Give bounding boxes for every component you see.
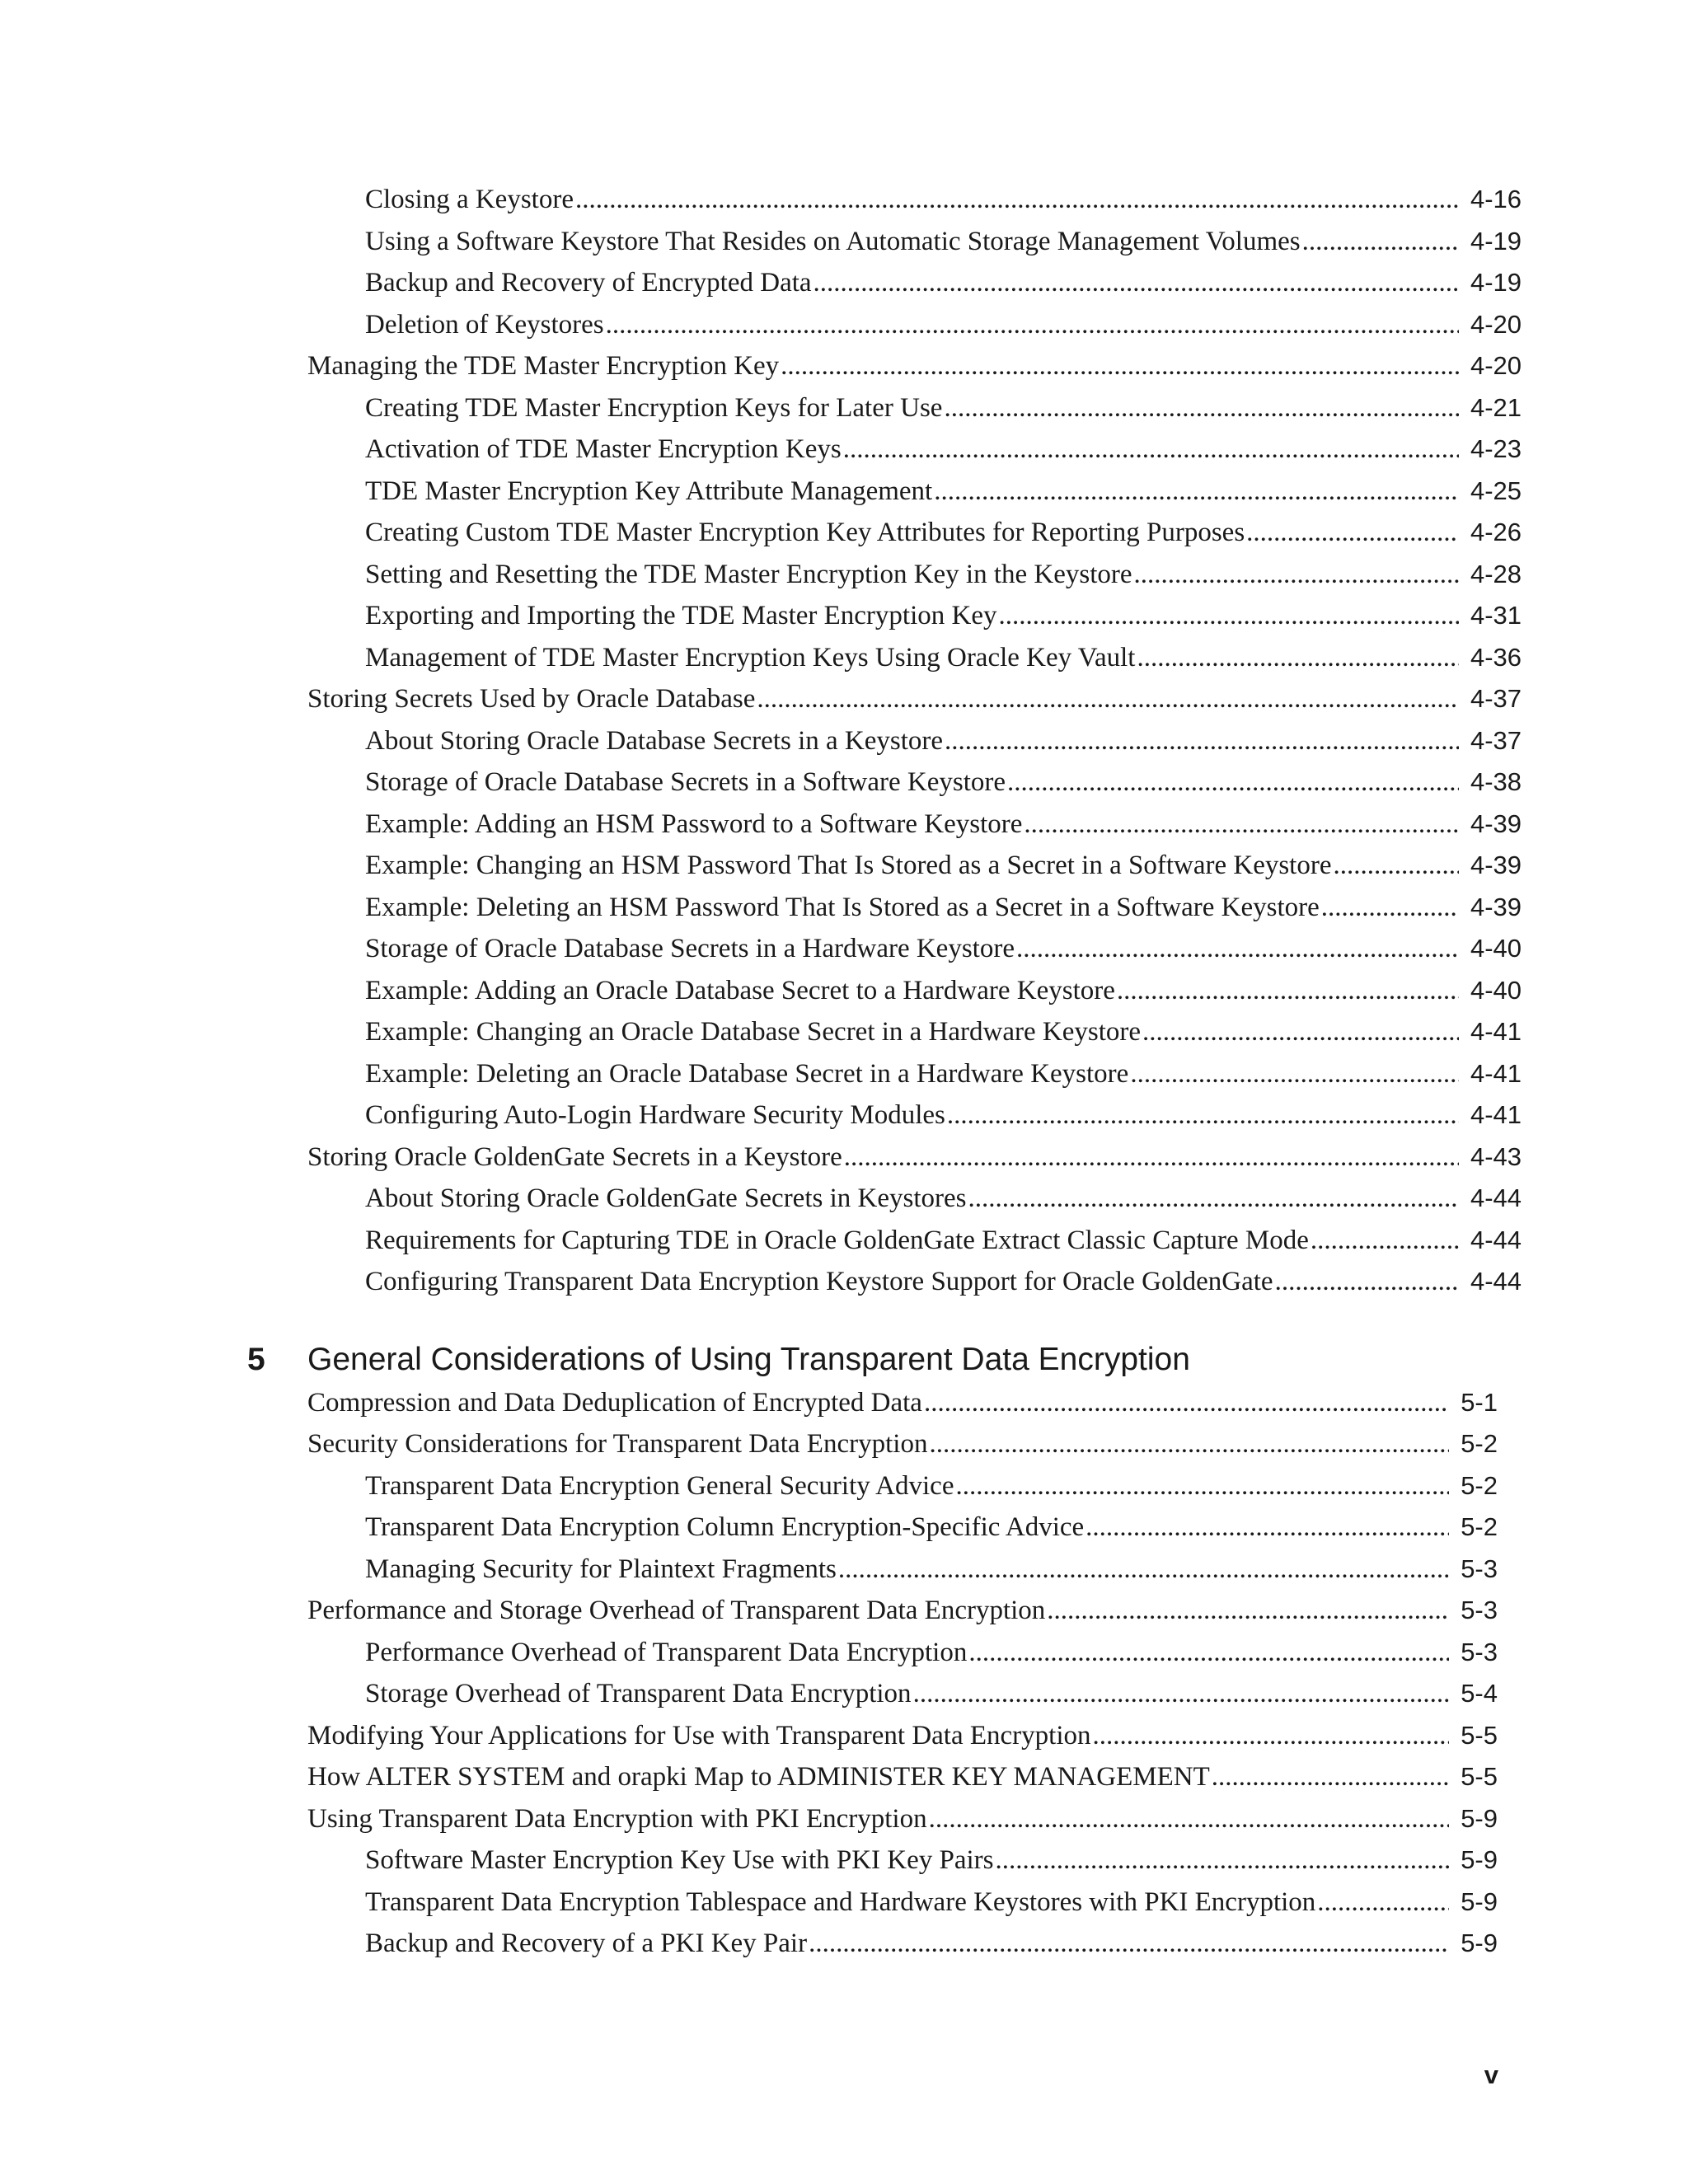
toc-leader-dots: [757, 678, 1459, 719]
toc-leader-dots: [944, 387, 1459, 429]
toc-entry-page: 4-39: [1470, 893, 1522, 921]
toc-entry[interactable]: [307, 1590, 1498, 1631]
toc-leader-dots: [998, 595, 1458, 636]
toc-entry-page: 5-3: [1461, 1596, 1498, 1624]
toc-entry[interactable]: [365, 928, 1522, 969]
toc-entry-page: 5-4: [1461, 1679, 1498, 1708]
toc-entry-title: Activation of TDE Master Encryption Keys: [365, 434, 842, 464]
toc-entry-page: 4-37: [1470, 726, 1522, 755]
toc-entry[interactable]: [365, 1178, 1522, 1219]
toc-entry-page: 4-19: [1470, 268, 1522, 297]
toc-leader-dots: [838, 1549, 1449, 1590]
toc-leader-dots: [606, 304, 1459, 345]
toc-leader-dots: [968, 1632, 1449, 1673]
toc-entry-page: 4-39: [1470, 809, 1522, 838]
toc-entry-page: 4-20: [1470, 351, 1522, 380]
toc-entry-title: Storing Oracle GoldenGate Secrets in a Keystore: [307, 1142, 842, 1172]
toc-entry[interactable]: [307, 678, 1522, 719]
toc-entry-title: Backup and Recovery of a PKI Key Pair: [365, 1929, 808, 1958]
toc-entry-page: 4-43: [1470, 1142, 1522, 1171]
chapter-title: General Considerations of Using Transparent Data Encryption: [307, 1342, 1190, 1377]
toc-entry-page: 4-23: [1470, 434, 1522, 463]
toc-entry[interactable]: [365, 1549, 1498, 1590]
toc-entry-title: Storage of Oracle Database Secrets in a Hardware Keystore: [365, 934, 1015, 963]
toc-entry[interactable]: [307, 345, 1522, 387]
toc-entry-page: 4-44: [1470, 1267, 1522, 1296]
toc-leader-dots: [1130, 1053, 1459, 1094]
toc-entry-page: 5-3: [1461, 1638, 1498, 1666]
toc-entry-page: 4-25: [1470, 476, 1522, 505]
toc-entry-title: TDE Master Encryption Key Attribute Management: [365, 476, 933, 506]
toc-entry[interactable]: [365, 1011, 1522, 1052]
toc-entry-title: Creating TDE Master Encryption Keys for Later Use: [365, 393, 943, 423]
toc-entry-page: 5-9: [1461, 1804, 1498, 1833]
toc-entry-title: Creating Custom TDE Master Encryption Key Attributes for Reporting Purposes: [365, 518, 1245, 547]
toc-entry-page: 4-44: [1470, 1183, 1522, 1212]
toc-entry[interactable]: [365, 887, 1522, 928]
toc-entry-page: 4-26: [1470, 518, 1522, 546]
toc-entry-title: Performance and Storage Overhead of Transparent Data Encryption: [307, 1596, 1046, 1625]
toc-entry-title: Modifying Your Applications for Use with Transparent Data Encryption: [307, 1721, 1091, 1750]
toc-leader-dots: [1085, 1507, 1449, 1548]
toc-entry[interactable]: [365, 720, 1522, 762]
toc-entry[interactable]: [365, 554, 1522, 595]
toc-leader-dots: [1137, 637, 1458, 678]
chapter-number: 5: [247, 1342, 265, 1377]
toc-leader-dots: [1117, 970, 1459, 1011]
toc-leader-dots: [929, 1423, 1449, 1465]
toc-entry-title: Example: Adding an HSM Password to a Software Keystore: [365, 809, 1023, 839]
toc-entry-title: Closing a Keystore: [365, 185, 574, 214]
toc-leader-dots: [996, 1840, 1450, 1881]
toc-entry-page: 4-21: [1470, 393, 1522, 422]
toc-entry[interactable]: [365, 762, 1522, 803]
toc-entry-page: 5-2: [1461, 1471, 1498, 1500]
toc-entry-title: Performance Overhead of Transparent Data Encryption: [365, 1638, 968, 1667]
toc-leader-dots: [781, 345, 1459, 387]
toc-entry[interactable]: [365, 429, 1522, 470]
toc-entry[interactable]: [365, 179, 1522, 220]
toc-leader-dots: [955, 1465, 1449, 1507]
toc-entry[interactable]: [365, 304, 1522, 345]
toc-entry[interactable]: [307, 1137, 1522, 1178]
toc-leader-dots: [844, 1137, 1459, 1178]
toc-entry-page: 4-41: [1470, 1100, 1522, 1129]
toc-leader-dots: [1093, 1715, 1450, 1756]
toc-entry[interactable]: [365, 1053, 1522, 1094]
toc-entry-page: 4-36: [1470, 643, 1522, 672]
toc-entry[interactable]: [365, 1673, 1498, 1714]
toc-leader-dots: [814, 262, 1459, 303]
toc-entry[interactable]: [307, 1423, 1498, 1465]
toc-entry-page: 4-40: [1470, 934, 1522, 963]
toc-entry[interactable]: [307, 1382, 1498, 1423]
toc-leader-dots: [1142, 1011, 1459, 1052]
toc-entry-page: 4-16: [1470, 185, 1522, 213]
toc-entry-title: Setting and Resetting the TDE Master Encryption Key in the Keystore: [365, 560, 1132, 589]
toc-entry[interactable]: [365, 471, 1522, 512]
toc-leader-dots: [1007, 762, 1459, 803]
toc-leader-dots: [1246, 512, 1459, 553]
toc-entry-title: Compression and Data Deduplication of Encrypted Data: [307, 1388, 922, 1418]
toc-leader-dots: [929, 1798, 1450, 1840]
page-number: v: [1484, 2060, 1498, 2089]
toc-entry-page: 5-2: [1461, 1429, 1498, 1458]
toc-entry-title: Software Master Encryption Key Use with PKI Key Pairs: [365, 1845, 994, 1875]
toc-leader-dots: [1311, 1220, 1459, 1261]
toc-entry-title: Deletion of Keystores: [365, 310, 604, 340]
toc-leader-dots: [913, 1673, 1450, 1714]
toc-entry-title: Configuring Transparent Data Encryption Keystore Support for Oracle GoldenGate: [365, 1267, 1273, 1296]
toc-entry-page: 4-39: [1470, 851, 1522, 879]
toc-entry[interactable]: [365, 1840, 1498, 1881]
toc-entry-page: 5-9: [1461, 1887, 1498, 1916]
toc-entry[interactable]: [365, 804, 1522, 845]
toc-entry[interactable]: [365, 262, 1522, 303]
toc-entry-title: Example: Deleting an HSM Password That Is Stored as a Secret in a Software Keystore: [365, 893, 1320, 922]
toc-entry-title: Using a Software Keystore That Resides on Automatic Storage Management Volumes: [365, 227, 1301, 256]
toc-entry[interactable]: [365, 1220, 1522, 1261]
toc-entry-title: Security Considerations for Transparent Data Encryption: [307, 1429, 928, 1459]
toc-entry[interactable]: [365, 221, 1522, 262]
toc-leader-dots: [1016, 928, 1459, 969]
toc-entry[interactable]: [365, 1465, 1498, 1507]
toc-entry[interactable]: [365, 1261, 1522, 1302]
toc-entry-page: 4-28: [1470, 560, 1522, 588]
toc-entry-title: Example: Changing an HSM Password That Is Stored as a Secret in a Software Keystore: [365, 851, 1332, 880]
toc-entry[interactable]: [307, 1756, 1498, 1797]
toc-leader-dots: [809, 1923, 1449, 1964]
toc-entry-title: Example: Adding an Oracle Database Secret to a Hardware Keystore: [365, 976, 1115, 1005]
toc-entry[interactable]: [365, 387, 1522, 429]
toc-leader-dots: [968, 1178, 1458, 1219]
toc-leader-dots: [575, 179, 1459, 220]
toc-entry-page: 5-5: [1461, 1762, 1498, 1791]
toc-entry-page: 4-37: [1470, 684, 1522, 713]
toc-entry[interactable]: [365, 1094, 1522, 1136]
toc-entry[interactable]: [365, 1632, 1498, 1673]
toc-entry[interactable]: [365, 1507, 1498, 1548]
toc-entry-page: 5-3: [1461, 1554, 1498, 1583]
toc-entry[interactable]: [365, 1923, 1498, 1964]
toc-entry[interactable]: [365, 595, 1522, 636]
toc-entry-title: Transparent Data Encryption Column Encryption-Specific Advice: [365, 1512, 1085, 1542]
toc-entry-page: 4-38: [1470, 767, 1522, 796]
toc-leader-dots: [924, 1382, 1449, 1423]
toc-leader-dots: [1024, 804, 1459, 845]
toc-entry[interactable]: [365, 637, 1522, 678]
toc-entry[interactable]: [365, 512, 1522, 553]
toc-entry-page: 5-9: [1461, 1929, 1498, 1957]
toc-entry-title: Exporting and Importing the TDE Master Encryption Key: [365, 601, 997, 630]
toc-entry-title: About Storing Oracle GoldenGate Secrets in Keystores: [365, 1183, 967, 1213]
toc-entry-title: Transparent Data Encryption Tablespace and Hardware Keystores with PKI Encryption: [365, 1887, 1316, 1917]
toc-entry-title: Storing Secrets Used by Oracle Database: [307, 684, 756, 714]
toc-entry-title: Managing the TDE Master Encryption Key: [307, 351, 780, 381]
toc-leader-dots: [1212, 1756, 1449, 1797]
toc-entry-page: 5-5: [1461, 1721, 1498, 1750]
toc-entry-page: 4-41: [1470, 1059, 1522, 1088]
toc-leader-dots: [1134, 554, 1459, 595]
toc-leader-dots: [934, 471, 1459, 512]
toc-entry-title: Configuring Auto-Login Hardware Security Modules: [365, 1100, 945, 1130]
toc-leader-dots: [947, 1094, 1459, 1136]
toc-entry[interactable]: [307, 1715, 1498, 1756]
toc-leader-dots: [1321, 887, 1459, 928]
toc-entry[interactable]: [365, 1882, 1498, 1923]
toc-entry-title: Example: Changing an Oracle Database Secret in a Hardware Keystore: [365, 1017, 1142, 1047]
toc-entry-title: Requirements for Capturing TDE in Oracle GoldenGate Extract Classic Capture Mode: [365, 1226, 1309, 1255]
toc-entry-title: About Storing Oracle Database Secrets in a Keystore: [365, 726, 944, 756]
chapter-heading[interactable]: [247, 1337, 1190, 1383]
toc-entry-page: 5-1: [1461, 1388, 1498, 1417]
toc-entry-page: 4-20: [1470, 310, 1522, 339]
toc-entry-page: 5-2: [1461, 1512, 1498, 1541]
toc-entry-page: 4-41: [1470, 1017, 1522, 1046]
toc-leader-dots: [1047, 1590, 1449, 1631]
toc-entry-title: How ALTER SYSTEM and orapki Map to ADMINISTER KEY MANAGEMENT: [307, 1762, 1210, 1792]
toc-entry-title: Storage Overhead of Transparent Data Encryption: [365, 1679, 912, 1708]
toc-entry[interactable]: [307, 1798, 1498, 1840]
toc-leader-dots: [945, 720, 1459, 762]
toc-entry-title: Managing Security for Plaintext Fragments: [365, 1554, 837, 1584]
toc-entry[interactable]: [365, 845, 1522, 886]
toc-entry-page: 4-31: [1470, 601, 1522, 630]
toc-leader-dots: [1275, 1261, 1459, 1302]
toc-leader-dots: [1317, 1882, 1449, 1923]
toc-entry-title: Example: Deleting an Oracle Database Secret in a Hardware Keystore: [365, 1059, 1129, 1089]
toc-entry-title: Transparent Data Encryption General Security Advice: [365, 1471, 954, 1501]
toc-entry-title: Using Transparent Data Encryption with PKI Encryption: [307, 1804, 927, 1834]
toc-entry-page: 4-40: [1470, 976, 1522, 1005]
toc-entry[interactable]: [365, 970, 1522, 1011]
toc-entry-title: Management of TDE Master Encryption Keys Using Oracle Key Vault: [365, 643, 1136, 673]
toc-leader-dots: [1333, 845, 1458, 886]
toc-entry-page: 4-44: [1470, 1226, 1522, 1254]
toc-entry-title: Storage of Oracle Database Secrets in a Software Keystore: [365, 767, 1006, 797]
toc-entry-page: 5-9: [1461, 1845, 1498, 1874]
toc-entry-title: Backup and Recovery of Encrypted Data: [365, 268, 812, 298]
toc-entry-page: 4-19: [1470, 227, 1522, 255]
toc-leader-dots: [1302, 221, 1459, 262]
toc-leader-dots: [843, 429, 1459, 470]
